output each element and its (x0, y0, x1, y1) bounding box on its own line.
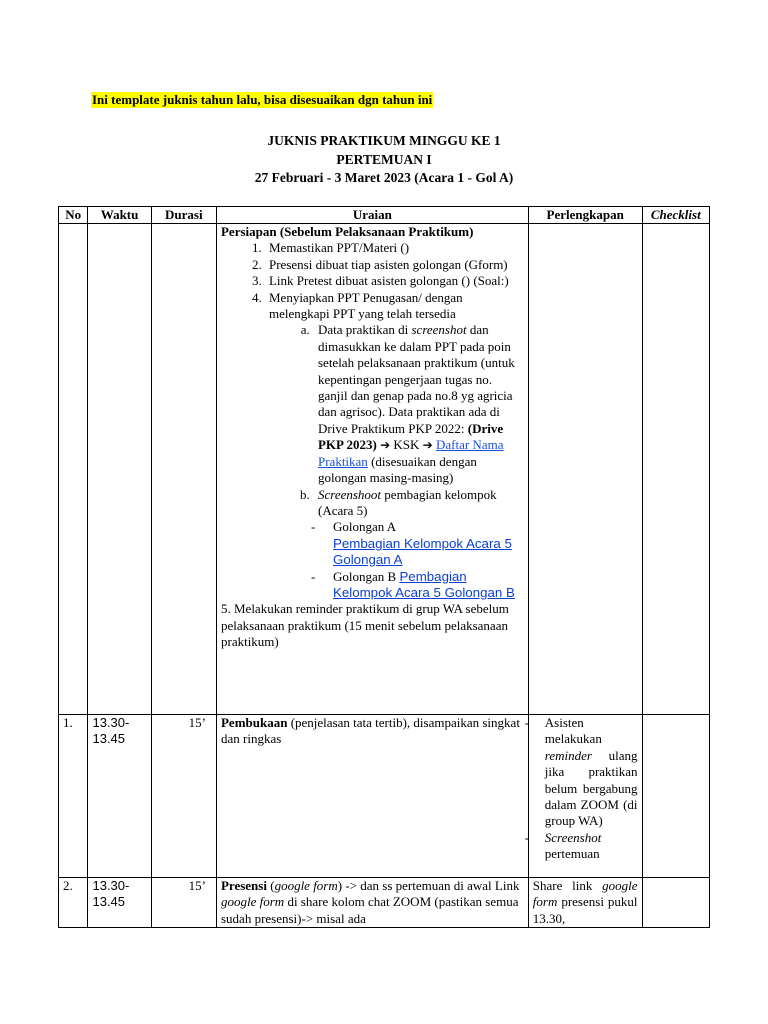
header-checklist: Checklist (642, 207, 709, 224)
prep-item-5: 5. Melakukan reminder praktikum di grup WA sebelum pelaksanaan praktikum (15 menit sebelum pelaksanaan praktikum) (220, 601, 509, 650)
uraian-text: di share kolom chat ZOOM (pastikan semua sudah presensi)-> misal ada (220, 894, 519, 926)
header-uraian: Uraian (216, 207, 528, 224)
cell-no (59, 224, 88, 715)
cell-checklist (642, 715, 709, 878)
sub-a-text-1: Data praktikan di (317, 322, 412, 338)
cell-no: 2. (59, 878, 88, 928)
perl-em: google form (532, 878, 638, 910)
cell-perlengkapan (528, 224, 642, 715)
prep-list (221, 240, 524, 322)
prep-item-3: 3. Link Pretest dibuat asisten golongan () (Soal:) (265, 273, 524, 289)
title-line-2: PERTEMUAN I (336, 151, 432, 167)
prep-item-4 (265, 290, 524, 323)
header-durasi: Durasi (151, 207, 216, 224)
cell-perlengkapan (528, 878, 642, 928)
cell-waktu: 13.30-13.45 (88, 878, 151, 928)
sub-a-bold: (Drive PKP 2023) (317, 420, 504, 453)
sub-b-text: pembagian kelompok (Acara 5) (317, 486, 497, 518)
template-note: Ini template juknis tahun lalu, bisa disesuaikan dgn tahun ini (92, 92, 433, 107)
perlengkapan-item-1: - Asisten melakukan reminder ulang jika praktikan belum bergabung dalam ZOOM (di group WA) (524, 715, 638, 829)
cell-no: 1. (59, 715, 88, 878)
table-header-row (59, 207, 710, 224)
table-row (59, 878, 710, 928)
cell-uraian (216, 224, 528, 715)
uraian-em: google form (220, 894, 285, 910)
perl-text: ulang jika praktikan belum bergabung dalam ZOOM (di group WA) (544, 747, 638, 829)
cell-waktu (88, 224, 151, 715)
perl-text: Share link (532, 878, 603, 893)
golongan-b-item (311, 569, 524, 602)
prep-sublist (221, 322, 524, 519)
perl-em: reminder (544, 747, 592, 763)
prep-item-1: 1. Memastikan PPT/Materi () (265, 240, 524, 256)
golongan-b-label: Golongan B (332, 568, 400, 584)
uraian-bold: Pembukaan (220, 715, 288, 730)
arrow-icon: ➔ (422, 438, 433, 453)
cell-perlengkapan (524, 715, 642, 878)
sub-b-em: Screenshoot (317, 486, 382, 502)
daftar-nama-praktikan-link[interactable]: Daftar Nama Praktikan (317, 437, 504, 469)
document-title (0, 132, 768, 188)
pembagian-kelompok-gol-a-link[interactable]: Pembagian Kelompok Acara 5 Golongan A (332, 535, 512, 568)
cell-uraian (216, 878, 528, 928)
sub-a-text-2: dan dimasukkan ke dalam PPT pada poin setelah pelaksanaan praktikum (untuk kepentingan pengerjaan tugas no. ganjil dan genap pada no.8 yg agricia dan agrisoc). Data praktikan ada di Drive Praktikum PKP 2022: (317, 322, 515, 436)
cell-durasi (151, 224, 216, 715)
sub-a-em: screenshot (411, 322, 467, 338)
header-no: No (59, 207, 88, 224)
table-row-persiapan (59, 224, 710, 715)
perl-em: Screenshot (544, 829, 602, 845)
title-line-3: 27 Februari - 3 Maret 2023 (Acara 1 - Gol A) (254, 170, 514, 185)
perlengkapan-item-2: - Screenshot pertemuan (524, 829, 602, 862)
table-row (59, 715, 710, 878)
cell-checklist (642, 878, 709, 928)
uraian-text: ( (266, 878, 275, 893)
golongan-list (221, 519, 524, 601)
header-waktu: Waktu (88, 207, 151, 224)
cell-uraian (216, 715, 528, 878)
arrow-icon: ➔ (380, 438, 391, 453)
prep-heading: Persiapan (Sebelum Pelaksanaan Praktikum) (220, 224, 474, 239)
header-perlengkapan: Perlengkapan (528, 207, 642, 224)
sub-a-text-3: (disesuaikan dengan golongan masing-masing) (317, 453, 477, 486)
pembagian-kelompok-gol-b-link[interactable]: Pembagian Kelompok Acara 5 Golongan B (332, 568, 515, 600)
cell-waktu: 13.30-13.45 (88, 715, 151, 878)
prep-item-4-text: Menyiapkan PPT Penugasan/ dengan melengkapi PPT yang telah tersedia (268, 289, 463, 322)
prep-item-2: 2. Presensi dibuat tiap asisten golongan (Gform) (265, 257, 524, 273)
uraian-bold: Presensi (220, 878, 267, 893)
golongan-a-label: Golongan A (332, 519, 397, 535)
juknis-table (58, 206, 710, 928)
cell-durasi: 15’ (151, 715, 216, 878)
title-line-1: JUKNIS PRAKTIKUM MINGGU KE 1 (267, 133, 501, 148)
prep-sub-b (313, 487, 524, 520)
prep-sub-a (313, 322, 524, 486)
uraian-text: (penjelasan tata tertib), disampaikan singkat dan ringkas (220, 715, 520, 747)
perl-text: presensi pukul 13.30, (532, 894, 638, 926)
cell-durasi: 15’ (151, 878, 216, 928)
uraian-em: google form (274, 878, 338, 893)
uraian-text: ) -> dan ss pertemuan di awal Link (337, 878, 520, 893)
sub-a-ksk: KSK (390, 437, 423, 453)
cell-checklist (642, 224, 709, 715)
perl-text: Asisten melakukan (544, 715, 602, 747)
golongan-a-item (311, 519, 524, 568)
perl-text: pertemuan (544, 846, 600, 862)
